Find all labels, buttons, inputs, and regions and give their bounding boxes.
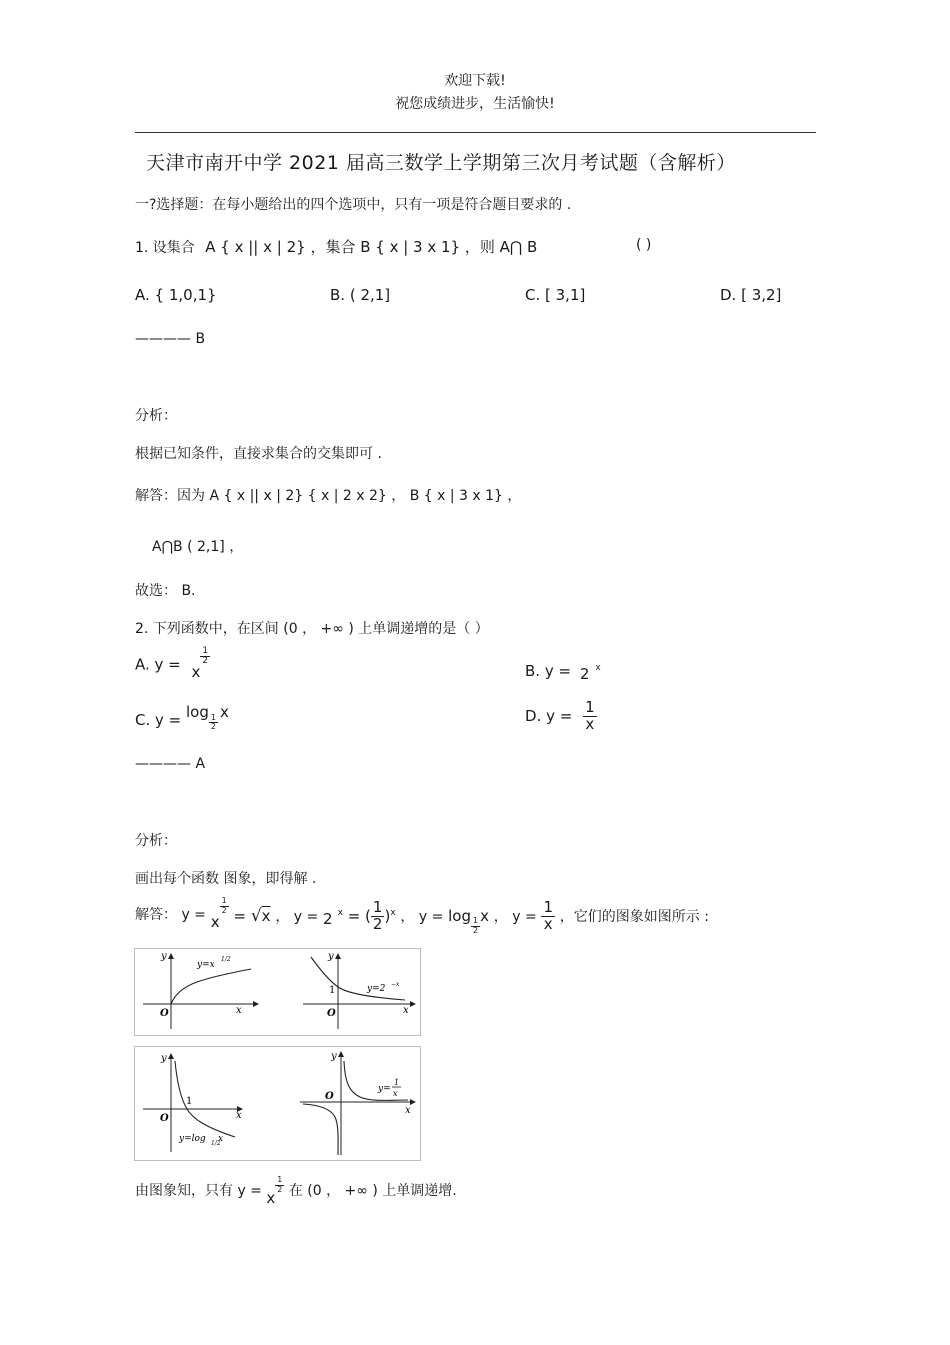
axis-y-label: y [328, 951, 334, 962]
exp-denominator: 2 [221, 905, 227, 915]
q2-option-b-base: 2 [579, 665, 590, 683]
q2-option-d-fraction [583, 700, 597, 733]
q2-option-b-prefix: B. y = [525, 662, 572, 680]
section-heading: 一?选择题：在每小题给出的四个选项中，只有一项是符合题目要求的 . [135, 197, 572, 213]
q2-stem: 2. 下列函数中，在区间 (0 ， +∞ ) 上单调递增的是（ ） [135, 621, 489, 637]
axis-x-label: x [236, 1110, 242, 1121]
q2-option-c-log: log [186, 703, 209, 721]
q2-option-d-prefix: D. y = [525, 706, 573, 725]
curve-label-log-base: 1/2 [211, 1140, 221, 1147]
axis-x-label: x [405, 1105, 411, 1116]
q2-option-c-base [209, 714, 218, 732]
curve-label-exp-exponent: −x [391, 981, 400, 988]
fraction-denominator: x [585, 714, 595, 733]
axis-x-label: x [236, 1005, 242, 1016]
axis-y-label: y [331, 1051, 337, 1062]
log-base-numerator: 1 [210, 712, 216, 722]
header-welcome: 欢迎下载! [444, 73, 506, 89]
page-title: 天津市南开中学 2021 届高三数学上学期第三次月考试题（含解析） [146, 152, 736, 174]
exp-denominator: 2 [277, 1184, 283, 1194]
q2-solution [135, 896, 709, 944]
curve-label-reciprocal-denominator: x [393, 1089, 398, 1098]
curve-sqrt [171, 969, 251, 1004]
equals-sign: = ( [347, 906, 371, 925]
q2-conclusion [135, 1175, 457, 1207]
curve-label-reciprocal-numerator: 1 [394, 1078, 400, 1087]
q2-option-a-exponent [200, 647, 210, 667]
q1-solution-result: A⋂B ( 2,1] ， [152, 539, 244, 555]
curve-log [175, 1061, 235, 1137]
q2-option-a-prefix: A. y = [135, 655, 181, 674]
close-paren: ) [384, 906, 391, 925]
q2-solution-tail: ，它们的图象如图所示 : [559, 908, 709, 925]
origin-label: O [160, 1113, 169, 1124]
curve-label-log: y=log [179, 1134, 206, 1144]
sqrt-icon: √ [250, 905, 262, 926]
curve-label-reciprocal-prefix: y= [378, 1084, 391, 1094]
q1-stem [135, 236, 537, 257]
curve-label-sqrt-exp: 1/2 [221, 956, 231, 963]
graph-svg-top [135, 949, 420, 1035]
q2-analysis: 画出每个函数 图象，即得解 . [135, 871, 317, 887]
q2-option-b [525, 662, 601, 683]
fraction-numerator: 1 [585, 698, 595, 716]
curve-label-log-arg: x [218, 1134, 224, 1144]
sol-2-exponent: x [337, 907, 343, 918]
graph-panel-top [134, 948, 421, 1036]
q1-analysis: 根据已知条件，直接求集合的交集即可 . [135, 446, 382, 462]
sol-half-fraction [371, 900, 385, 933]
q2-option-a [135, 646, 210, 682]
q2-option-a-base: x [191, 663, 201, 682]
exp-numerator: 1 [277, 1175, 283, 1185]
axis-y-label: y [161, 951, 167, 962]
y-arrow-icon [335, 953, 341, 959]
header-divider [135, 132, 816, 133]
origin-label: O [160, 1008, 169, 1019]
origin-label: O [327, 1008, 336, 1019]
equals-sign: = [233, 906, 247, 925]
q2-option-d [525, 700, 597, 733]
q1-solution: 解答：因为 A { x || x | 2} { x | 2 x 2} ， B { x | 3 x 1} ， [135, 488, 522, 504]
log-base-denominator: 2 [473, 925, 479, 935]
q1-option-d: D. [ 3,2] [720, 286, 782, 304]
conclusion-exponent [275, 1176, 284, 1194]
sol-x-exponent [220, 897, 229, 915]
axis-y-label: y [161, 1053, 167, 1064]
header-wish: 祝您成绩进步，生活愉快! [395, 96, 555, 112]
graph-panel-bottom [134, 1046, 421, 1161]
fraction-denominator: x [543, 914, 553, 933]
sol-x-base: x [210, 912, 220, 931]
tick-one-label: 1 [329, 985, 336, 996]
log-base-denominator: 2 [210, 722, 216, 731]
q2-analysis-label: 分析： [135, 833, 177, 849]
curve-exp-decay [311, 957, 405, 1000]
y-arrow-icon [168, 953, 174, 959]
x-arrow-icon [410, 1099, 416, 1105]
curve-label-sqrt: y=x [197, 960, 215, 970]
tick-one-label: 1 [186, 1096, 193, 1107]
exp-denominator: 2 [202, 656, 209, 667]
graph-svg-bottom [135, 1047, 420, 1160]
log-base-numerator: 1 [473, 916, 479, 926]
y-arrow-icon [168, 1053, 174, 1059]
q2-solution-sep2: ， y = [400, 908, 444, 925]
q2-option-c-prefix: C. y = [135, 711, 182, 729]
axis-x-label: x [403, 1005, 409, 1016]
sol-log-arg: x [480, 906, 489, 925]
conclusion-x-base: x [266, 1189, 276, 1207]
sol-reciprocal [541, 900, 555, 933]
q2-solution-sep3: ， y = [493, 908, 537, 925]
q1-analysis-label: 分析： [135, 408, 177, 424]
q2-answer: ———— A [135, 756, 206, 772]
q1-answer: ———— B [135, 331, 206, 347]
sqrt-radicand: x [261, 906, 271, 925]
q1-stem-number: 1. 设集合 [135, 240, 195, 256]
q1-option-b: B. ( 2,1] [330, 286, 391, 304]
q2-conclusion-suffix: 在 (0 ， +∞ ) 上单调递增. [288, 1183, 457, 1199]
fraction-numerator: 1 [543, 898, 554, 916]
q1-option-a: A. { 1,0,1} [135, 286, 217, 304]
q1-stem-sets: A { x || x | 2} ，集合 B { x | 3 x 1} ，则 A⋂ B [205, 238, 538, 256]
fraction-numerator: 1 [372, 898, 383, 916]
q1-choice: 故选： B. [135, 583, 196, 599]
q1-option-c: C. [ 3,1] [525, 286, 586, 304]
y-arrow-icon [338, 1051, 344, 1057]
q2-option-b-exponent: x [595, 663, 601, 673]
x-arrow-icon [410, 1001, 416, 1007]
sol-log: log [448, 906, 471, 925]
curve-reciprocal-negative [303, 1104, 338, 1155]
sol-2-base: 2 [323, 909, 333, 928]
sol-log-base [471, 917, 480, 935]
sol-half-exponent: x [390, 907, 396, 918]
q1-paren: ( ) [636, 237, 652, 253]
curve-label-exp: y=2 [367, 984, 386, 994]
fraction-denominator: 2 [372, 914, 383, 933]
q2-solution-sep1: ， y = [275, 908, 319, 925]
q2-conclusion-prefix: 由图象知，只有 y = [135, 1183, 262, 1199]
origin-label: O [325, 1091, 334, 1102]
x-arrow-icon [253, 1001, 259, 1007]
exp-numerator: 1 [221, 896, 227, 906]
q2-option-c [135, 703, 229, 731]
q2-option-c-arg: x [219, 703, 229, 721]
exp-numerator: 1 [202, 646, 209, 656]
q2-solution-prefix: 解答： y = [135, 906, 206, 923]
